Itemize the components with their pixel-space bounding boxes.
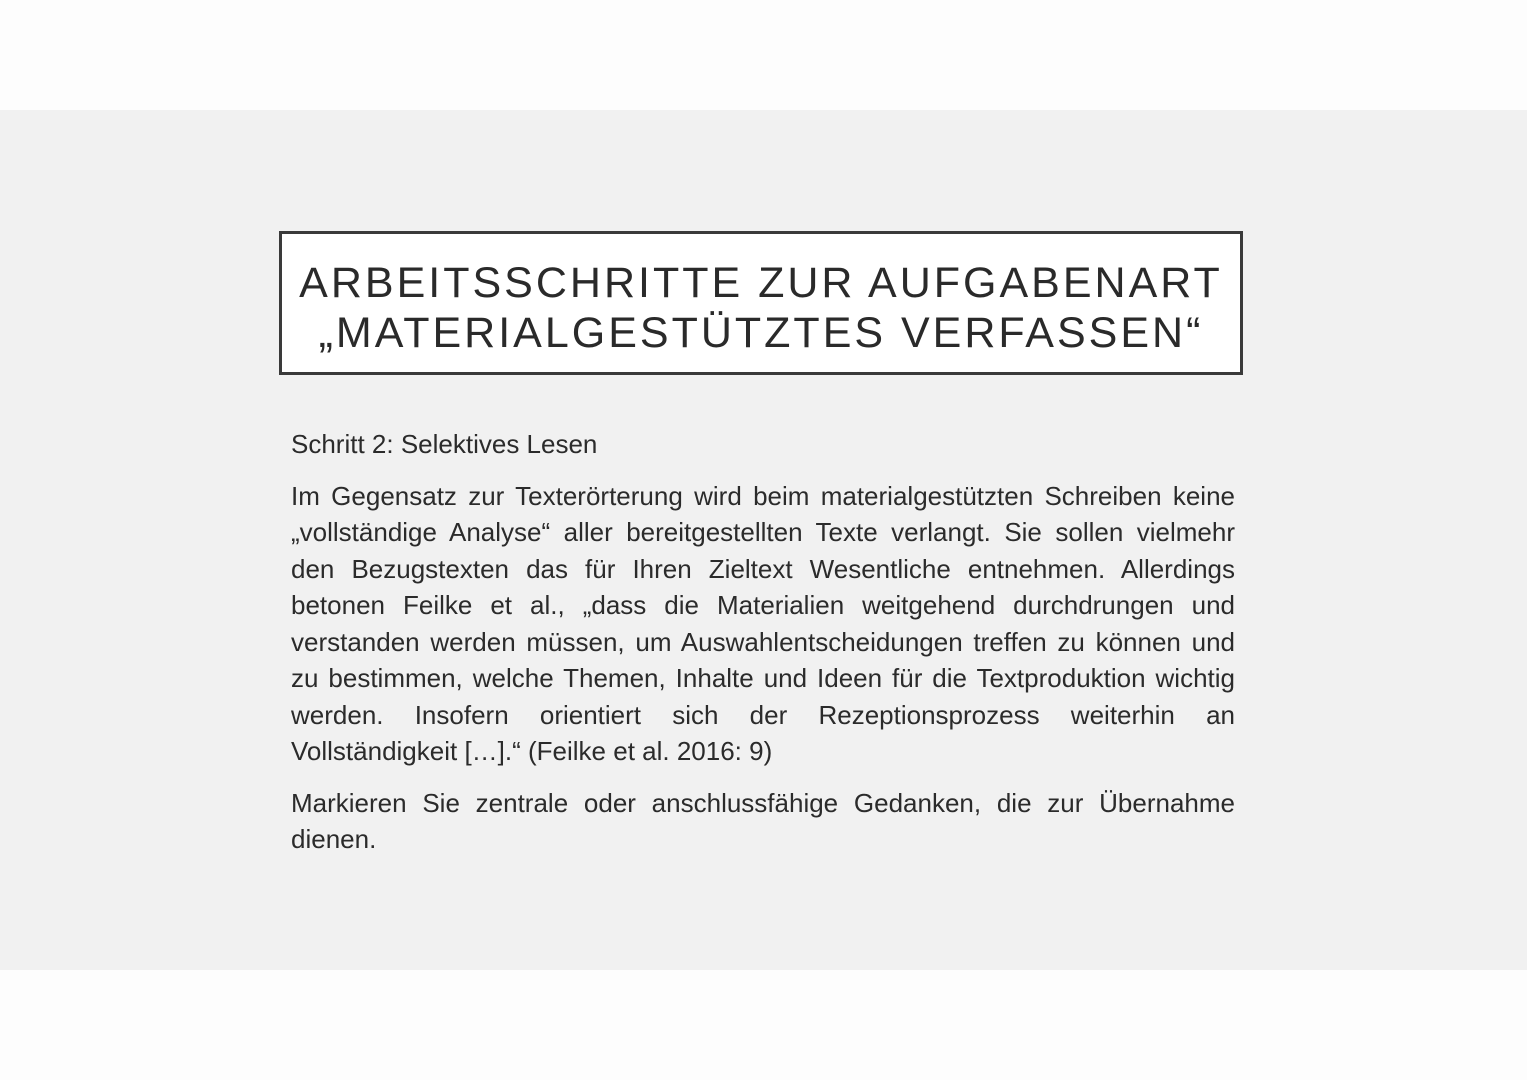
paragraph: Im Gegensatz zur Texterörterung wird beim materialgestützten Schreiben keine „vollständige Analyse“ aller bereitgestellten Texte verlangt. Sie sollen vielmehr den Bezugstexten das für Ihren Zieltext Wesentliche entnehmen. Allerdings betonen Feilke et al., „dass die Materialien weitgehend durchdrungen und verstanden werden müssen, um Auswahlentscheidungen treffen zu können und zu bestimmen, welche Themen, Inhalte und Ideen für die Textproduktion wichtig werden. Insofern orientiert sich der Rezeptionsprozess weiterhin an Vollständigkeit […].“ (Feilke et al. 2016: 9) xyxy=(291,480,1235,766)
slide xyxy=(0,110,1527,970)
paragraph: Markieren Sie zentrale oder anschlussfähige Gedanken, die zur Übernahme dienen. xyxy=(291,787,1235,854)
content xyxy=(291,426,1235,873)
title-line-2: „MATERIALGESTÜTZTES VERFASSEN“ xyxy=(318,309,1204,357)
title-line-1: ARBEITSSCHRITTE ZUR AUFGABENART xyxy=(299,259,1223,307)
step-heading: Schritt 2: Selektives Lesen xyxy=(291,429,598,459)
title-box xyxy=(279,231,1243,375)
